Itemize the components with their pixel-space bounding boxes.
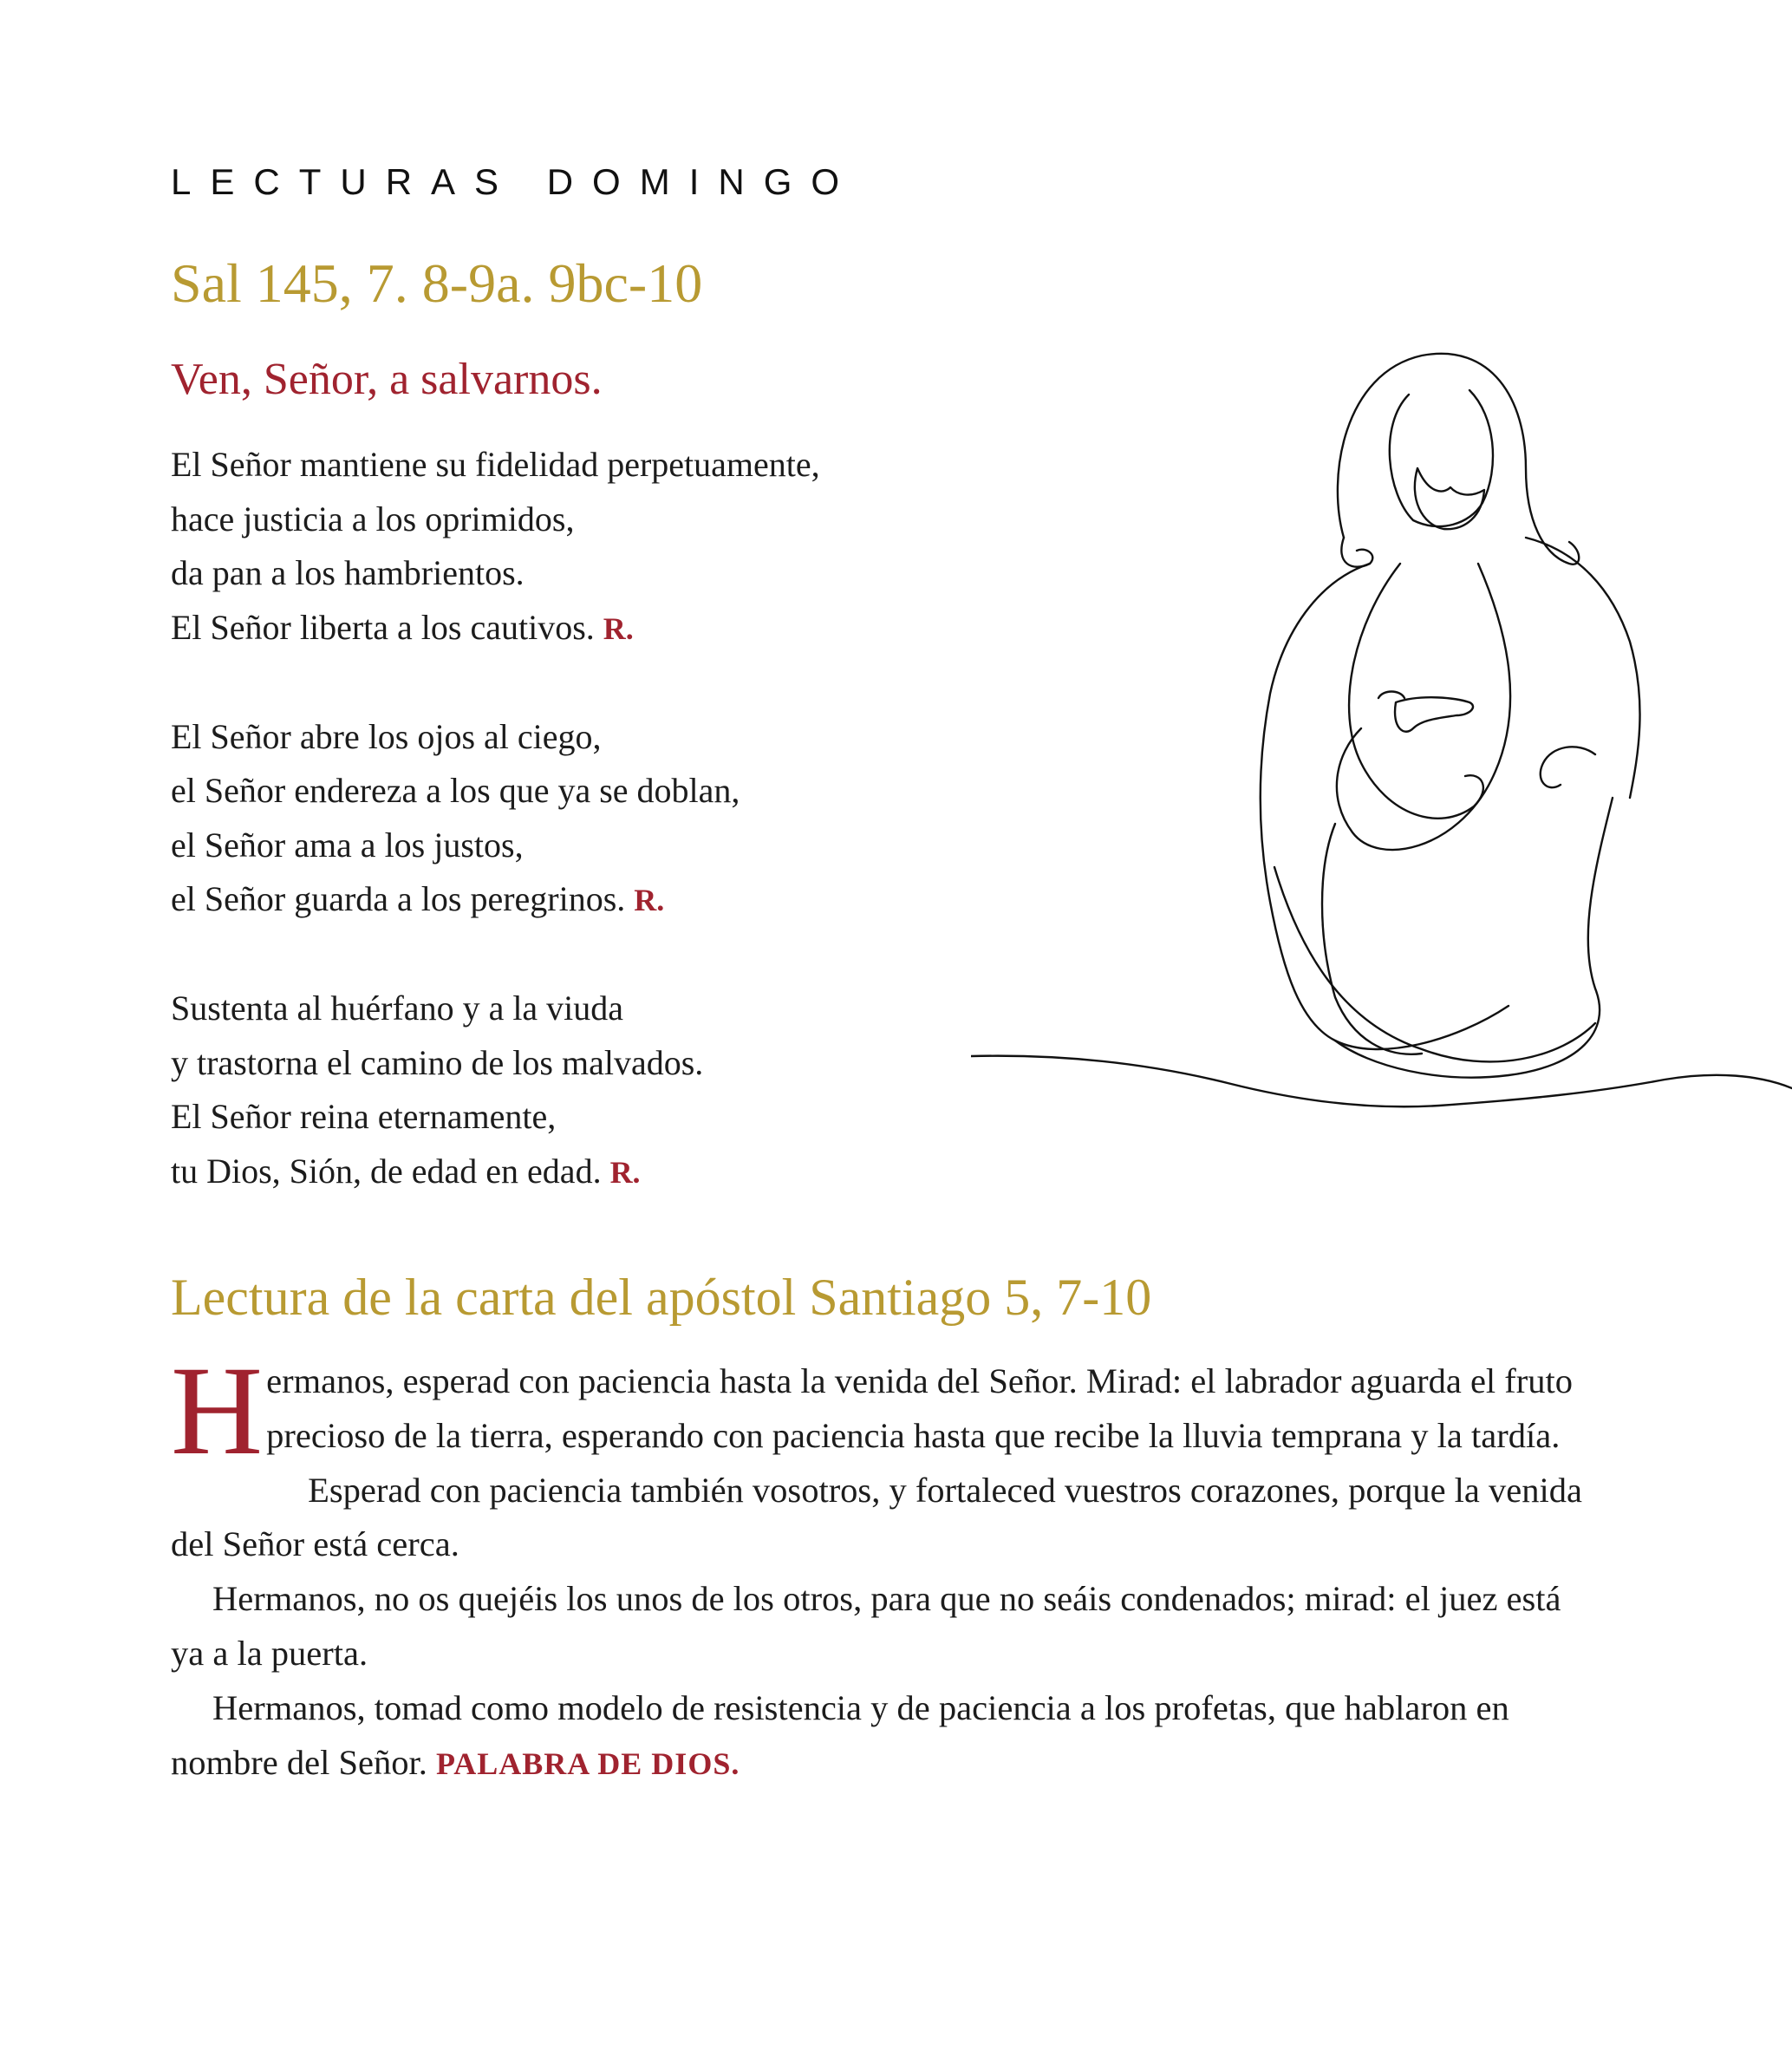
reading-body — [171, 1340, 1584, 1791]
response-mark: R. — [609, 1154, 641, 1190]
psalm-text — [171, 438, 1003, 1254]
lower-robe-left — [1322, 824, 1422, 1054]
response-mark: R. — [634, 883, 665, 917]
psalm-verse: el Señor ama a los justos, — [171, 825, 524, 865]
psalm-verse: y trastorna el camino de los malvados. — [171, 1042, 704, 1082]
psalm-verse-last — [171, 1145, 1003, 1200]
closing-acclamation: PALABRA DE DIOS. — [435, 1746, 740, 1781]
right-shoulder — [1526, 538, 1640, 798]
left-shoulder — [1261, 564, 1509, 1049]
reading-paragraph-text: ermanos, esperad con paciencia hasta la venida del Señor. Mirad: el labrador aguarda el fruto precioso de la tierra, esperando con paciencia hasta que recibe la lluvia temprana y la tardía. — [266, 1361, 1574, 1455]
psalm-verse: Sustenta al huérfano y a la viuda — [171, 989, 624, 1028]
psalm-verse-text: El Señor liberta a los cautivos. — [171, 607, 595, 647]
response-mark: R. — [603, 610, 634, 646]
hair-outline — [1338, 354, 1579, 564]
hair-left — [1341, 538, 1372, 567]
hand-detail — [1378, 692, 1404, 699]
psalm-reference: Sal 145, 7. 8-9a. 9bc-10 — [171, 252, 703, 314]
face-outline — [1390, 390, 1493, 526]
psalm-verse-last — [171, 872, 1003, 928]
robe-drape — [1349, 564, 1483, 819]
hand — [1395, 697, 1473, 732]
psalm-response: Ven, Señor, a salvarnos. — [171, 355, 603, 404]
lower-robe-right — [1335, 798, 1613, 1078]
reading-paragraph-text: Hermanos, tomad como modelo de resistencia y de paciencia a los profetas, que hablaron en nombre del Señor. — [171, 1687, 1509, 1782]
right-hand — [1541, 747, 1595, 787]
beard — [1415, 468, 1484, 529]
psalm-verse: El Señor mantiene su fidelidad perpetuamente, — [171, 445, 820, 484]
jesus-line-art-icon — [971, 347, 1792, 1145]
psalm-verse-text: tu Dios, Sión, de edad en edad. — [171, 1151, 602, 1191]
psalm-verse: hace justicia a los oprimidos, — [171, 499, 575, 538]
psalm-verse: da pan a los hambrientos. — [171, 553, 525, 592]
drop-cap: H — [171, 1340, 264, 1481]
reading-paragraph: Hermanos, no os quejéis los unos de los otros, para que no seáis condenados; mirad: el juez está ya a la puerta. — [171, 1579, 1561, 1673]
reading-title: Lectura de la carta del apóstol Santiago 5, 7-10 — [171, 1269, 1152, 1326]
psalm-verse-last — [171, 601, 1003, 656]
reading-paragraph-last — [171, 1681, 1584, 1791]
psalm-stanza — [171, 710, 1003, 928]
reading-paragraph-first — [171, 1340, 1584, 1481]
psalm-stanza — [171, 438, 1003, 656]
psalm-verse-text: el Señor guarda a los peregrinos. — [171, 879, 626, 918]
page-kicker: LECTURAS DOMINGO — [171, 161, 859, 202]
psalm-verse: El Señor abre los ojos al ciego, — [171, 716, 602, 756]
psalm-verse: el Señor endereza a los que ya se doblan, — [171, 771, 740, 810]
psalm-verse: El Señor reina eternamente, — [171, 1097, 557, 1136]
reading-paragraph: Esperad con paciencia también vosotros, y fortaleced vuestros corazones, porque la venida del Señor está cerca. — [171, 1470, 1582, 1564]
psalm-stanza — [171, 982, 1003, 1199]
robe-fold — [1337, 564, 1510, 850]
